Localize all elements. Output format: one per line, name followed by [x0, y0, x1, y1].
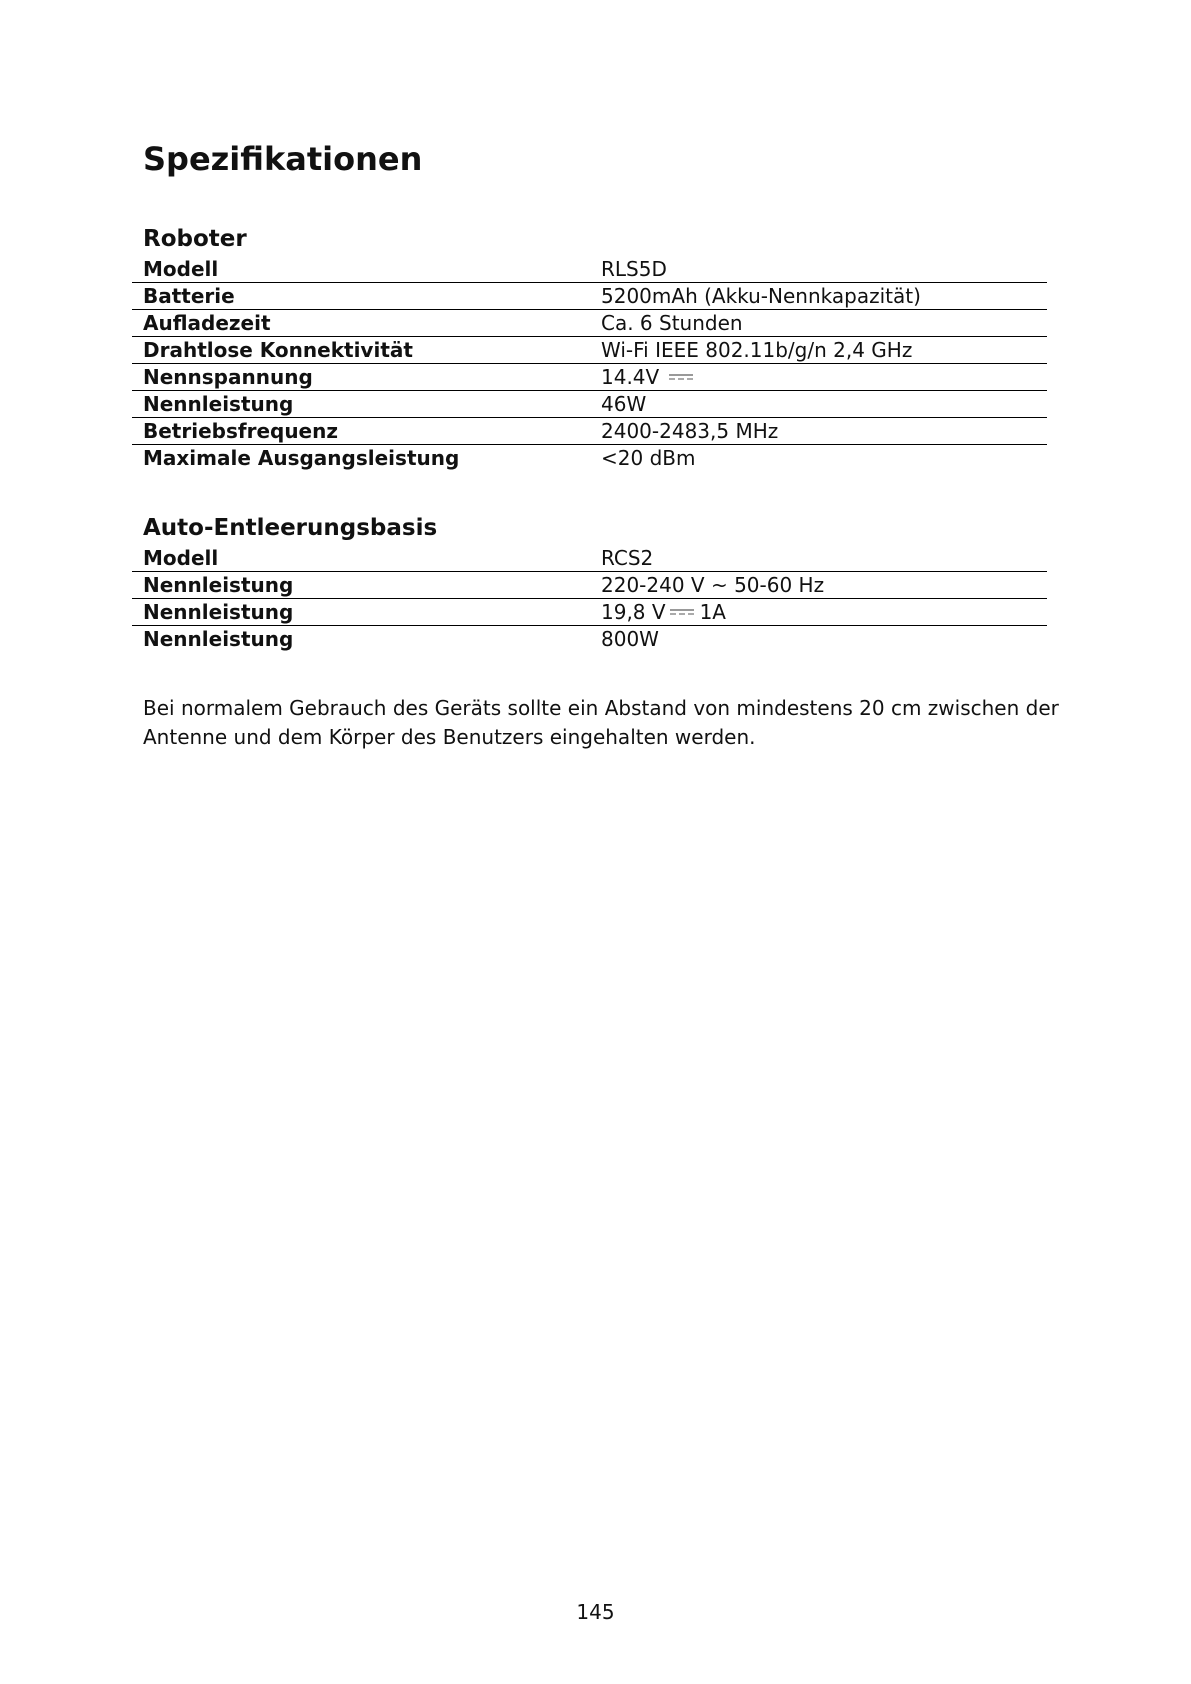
table-row	[132, 310, 1047, 337]
table-row	[132, 445, 1047, 472]
table-row	[132, 364, 1047, 391]
spec-value: Ca. 6 Stunden	[590, 310, 1047, 337]
table-row	[132, 283, 1047, 310]
spec-label: Nennleistung	[132, 626, 590, 653]
spec-value: 19,8 V	[601, 600, 666, 624]
spec-value-unit: 1A	[699, 600, 726, 624]
spec-label: Drahtlose Konnektivität	[132, 337, 590, 364]
spec-value: 14.4V	[601, 365, 660, 389]
robot-spec-table	[132, 256, 1047, 471]
spec-value: Wi-Fi IEEE 802.11b/g/n 2,4 GHz	[590, 337, 1047, 364]
table-row	[132, 256, 1047, 283]
spec-label: Modell	[143, 257, 219, 281]
spec-value: 220-240 V ~ 50-60 Hz	[590, 572, 1047, 599]
spec-label: Nennleistung	[132, 391, 590, 418]
table-row	[132, 337, 1047, 364]
spec-value: 46W	[590, 391, 1047, 418]
spec-label: Nennleistung	[132, 572, 590, 599]
dc-symbol-icon	[669, 373, 693, 381]
spec-label: Betriebsfrequenz	[132, 418, 590, 445]
table-row	[132, 572, 1047, 599]
spec-label: Nennspannung	[132, 364, 590, 391]
table-row	[132, 599, 1047, 626]
section-heading-robot: Roboter	[143, 226, 247, 252]
page-title: Spezifikationen	[143, 140, 423, 178]
spec-label: Aufladezeit	[132, 310, 590, 337]
page-number: 145	[576, 1600, 615, 1624]
table-row	[132, 418, 1047, 445]
table-row	[132, 626, 1047, 653]
spec-label: Nennleistung	[132, 599, 590, 626]
spec-value-cell	[590, 364, 1047, 391]
section-heading-base: Auto-Entleerungsbasis	[143, 515, 438, 541]
table-row	[132, 545, 1047, 572]
spec-value: 800W	[590, 626, 1047, 653]
spec-value: 2400-2483,5 MHz	[590, 418, 1047, 445]
spec-label: Modell	[143, 546, 219, 570]
spec-value: <20 dBm	[590, 445, 1047, 472]
spec-value: 5200mAh (Akku-Nennkapazität)	[590, 283, 1047, 310]
dc-symbol-icon	[670, 608, 694, 616]
spec-value-cell	[590, 599, 1047, 626]
table-row	[132, 391, 1047, 418]
spec-label: Maximale Ausgangsleistung	[132, 445, 590, 472]
spec-label: Batterie	[132, 283, 590, 310]
base-spec-table	[132, 545, 1047, 652]
safety-note: Bei normalem Gebrauch des Geräts sollte ein Abstand von mindestens 20 cm zwischen der Antenne und dem Körper des Benutzers eingehalten werden.	[143, 696, 1059, 749]
spec-value: RLS5D	[601, 257, 667, 281]
spec-value: RCS2	[601, 546, 654, 570]
